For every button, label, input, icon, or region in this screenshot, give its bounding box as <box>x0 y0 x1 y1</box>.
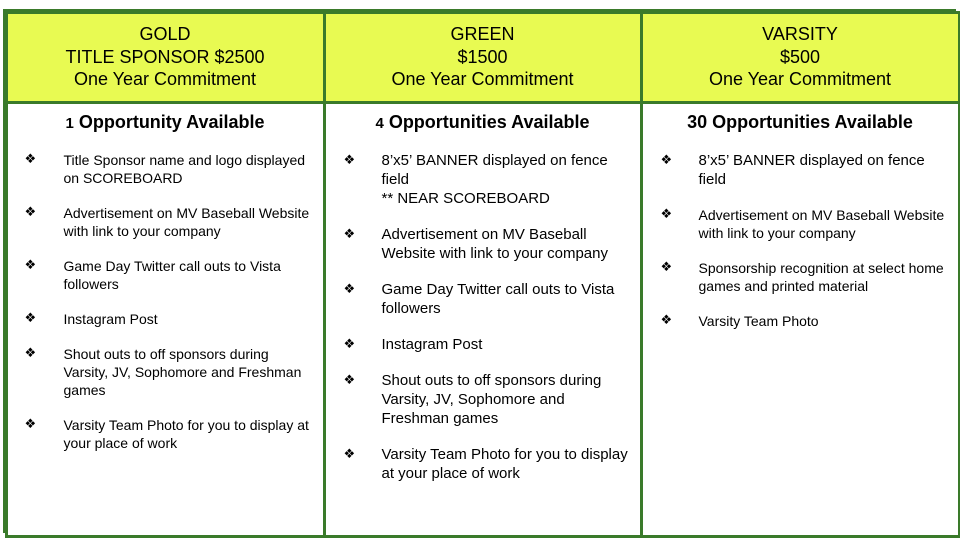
benefit-item <box>326 225 640 263</box>
diamond-bullet-icon: ❖ <box>24 257 37 273</box>
benefit-text: Varsity Team Photo for you to display at your place of work <box>381 445 628 482</box>
benefit-item <box>643 259 958 295</box>
benefit-text: Advertisement on MV Baseball Website with link to your company <box>381 225 608 262</box>
tier-term: One Year Commitment <box>73 69 257 90</box>
benefit-text: Varsity Team Photo for you to display at your place of work <box>63 416 309 451</box>
benefit-list <box>8 151 323 452</box>
diamond-bullet-icon: ❖ <box>343 372 356 388</box>
opportunity-label: Opportunities Available <box>383 111 590 132</box>
diamond-bullet-icon: ❖ <box>24 345 37 361</box>
benefit-text: Sponsorship recognition at select home games and printed material <box>698 259 944 294</box>
benefit-list <box>326 151 640 483</box>
benefit-item <box>8 151 323 187</box>
benefit-item <box>8 345 323 399</box>
tier-name: GREEN <box>450 24 515 45</box>
benefit-text: 8’x5’ BANNER displayed on fence field <box>698 151 925 188</box>
diamond-bullet-icon: ❖ <box>660 259 673 275</box>
tier-term: One Year Commitment <box>391 69 574 90</box>
benefit-text: Game Day Twitter call outs to Vista followers <box>381 280 615 317</box>
benefit-item <box>8 204 323 240</box>
diamond-bullet-icon: ❖ <box>24 151 37 167</box>
tier-term: One Year Commitment <box>708 69 892 90</box>
opportunity-count <box>8 112 323 133</box>
diamond-bullet-icon: ❖ <box>343 336 356 352</box>
benefit-text: Instagram Post <box>381 335 483 353</box>
benefit-item <box>8 257 323 293</box>
tier-green-body <box>323 101 643 538</box>
opportunity-number: 1 <box>65 114 74 132</box>
opportunity-label: Opportunity Available <box>73 111 265 132</box>
benefit-item <box>326 335 640 354</box>
tier-gold-body <box>5 101 326 538</box>
tier-gold-header <box>5 11 326 104</box>
tier-name: GOLD <box>139 24 191 45</box>
diamond-bullet-icon: ❖ <box>343 152 356 168</box>
benefit-text: Advertisement on MV Baseball Website with link to your company <box>698 206 945 241</box>
benefit-item <box>8 416 323 452</box>
opportunity-number: 4 <box>375 114 384 132</box>
tier-green-header <box>323 11 643 104</box>
benefit-text: Shout outs to off sponsors during Varsity, JV, Sophomore and Freshman games <box>381 371 602 427</box>
benefit-item <box>643 312 958 330</box>
tier-price: $500 <box>779 46 821 67</box>
tier-name: VARSITY <box>762 24 838 45</box>
benefit-item <box>8 310 323 328</box>
diamond-bullet-icon: ❖ <box>24 416 37 432</box>
opportunity-count <box>643 112 958 133</box>
benefit-text: Title Sponsor name and logo displayed on SCOREBOARD <box>63 151 306 186</box>
benefit-list <box>643 151 958 330</box>
benefit-text: Instagram Post <box>63 310 158 327</box>
opportunity-label: Opportunities Available <box>707 111 913 132</box>
tier-price: TITLE SPONSOR $2500 <box>65 46 265 67</box>
benefit-item <box>643 206 958 242</box>
benefit-item <box>643 151 958 189</box>
diamond-bullet-icon: ❖ <box>660 206 673 222</box>
opportunity-number: 30 <box>687 111 708 132</box>
opportunity-count <box>326 112 640 133</box>
tier-varsity-body <box>640 101 960 538</box>
diamond-bullet-icon: ❖ <box>660 312 673 328</box>
tier-price: $1500 <box>457 46 508 67</box>
diamond-bullet-icon: ❖ <box>343 281 356 297</box>
benefit-item <box>326 280 640 318</box>
benefit-text: Varsity Team Photo <box>698 312 819 329</box>
diamond-bullet-icon: ❖ <box>343 226 356 242</box>
benefit-text: Shout outs to off sponsors during Varsity, JV, Sophomore and Freshman games <box>63 345 302 398</box>
diamond-bullet-icon: ❖ <box>24 310 37 326</box>
benefit-text: Game Day Twitter call outs to Vista followers <box>63 257 281 292</box>
tier-varsity-header <box>640 11 960 104</box>
benefit-item <box>326 445 640 483</box>
benefit-item <box>326 151 640 208</box>
diamond-bullet-icon: ❖ <box>24 204 37 220</box>
diamond-bullet-icon: ❖ <box>343 446 356 462</box>
sponsorship-tiers-table <box>3 9 956 533</box>
benefit-text: 8’x5’ BANNER displayed on fence field ** NEAR SCOREBOARD <box>381 151 608 207</box>
benefit-item <box>326 371 640 428</box>
benefit-text: Advertisement on MV Baseball Website with link to your company <box>63 204 310 239</box>
diamond-bullet-icon: ❖ <box>660 152 673 168</box>
